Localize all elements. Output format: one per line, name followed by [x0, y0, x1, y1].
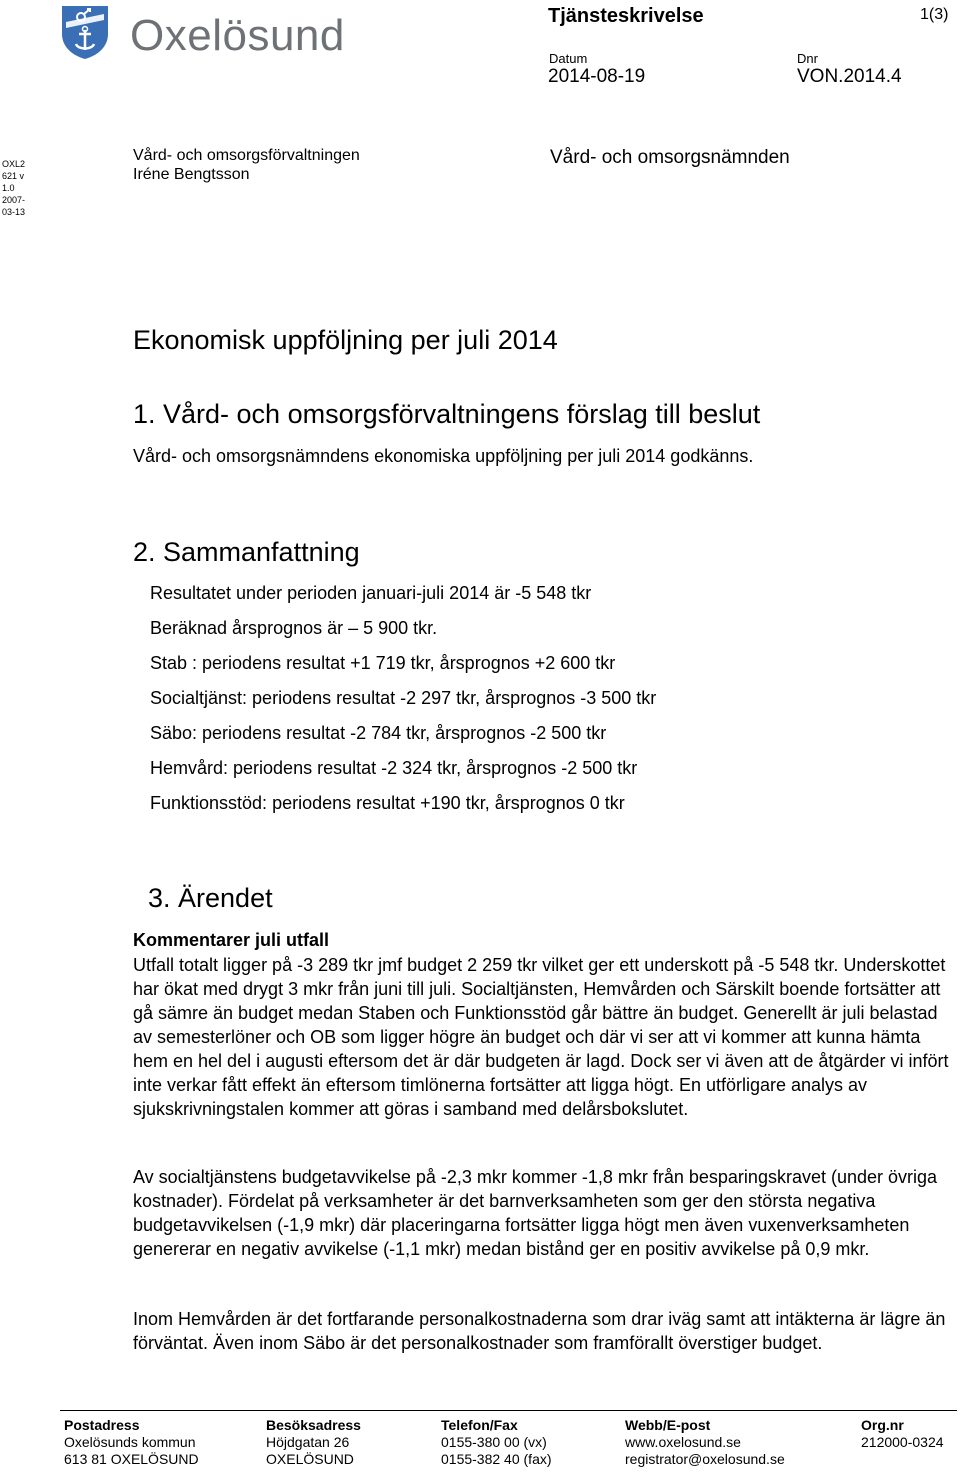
footer-email: registrator@oxelosund.se [625, 1451, 785, 1467]
footer-value: 0155-382 40 (fax) [441, 1451, 552, 1467]
sender-name: Iréne Bengtsson [133, 166, 250, 183]
page-number: 1(3) [920, 6, 949, 23]
summary-line: Säbo: periodens resultat -2 784 tkr, årsprognos -2 500 tkr [150, 723, 607, 743]
footer-label: Telefon/Fax [441, 1417, 518, 1433]
footer-divider [60, 1410, 957, 1411]
footer-label: Postadress [64, 1417, 140, 1433]
document-type: Tjänsteskrivelse [548, 5, 704, 27]
document-title: Ekonomisk uppföljning per juli 2014 [133, 325, 558, 355]
org-logo-text: Oxelösund [130, 11, 345, 60]
section-1-heading: 1. Vård- och omsorgsförvaltningens förslag till beslut [133, 399, 761, 429]
footer-value: Oxelösunds kommun [64, 1434, 196, 1450]
reference-value: VON.2014.4 [797, 66, 902, 87]
reference-label: Dnr [797, 51, 818, 66]
comments-subheading: Kommentarer juli utfall [133, 930, 330, 950]
decision-proposal: Vård- och omsorgsnämndens ekonomiska uppföljning per juli 2014 godkänns. [133, 446, 754, 466]
footer-value: 0155-380 00 (vx) [441, 1434, 547, 1450]
footer-website: www.oxelosund.se [625, 1434, 741, 1450]
paragraph: Av socialtjänstens budgetavvikelse på -2,3 mkr kommer -1,8 mkr från besparingskravet (under övriga kostnader). Fördelat på verksamheter är det barnverksamheten som ger den största negativa budgetavvikelsen (-1,9 mkr) där placeringarna fortsätter ligga högt men även vuxenverksamheten genererar en negativ avvikelse (-1,1 mkr) medan bistånd ger en positiv avvikelse på 0,9 mkr. [133, 1167, 938, 1259]
footer-phone [441, 1417, 552, 1468]
footer-org-number [861, 1417, 944, 1451]
recipient: Vård- och omsorgsnämnden [550, 147, 790, 168]
summary-line: Stab : periodens resultat +1 719 tkr, årsprognos +2 600 tkr [150, 653, 616, 673]
footer-value: OXELÖSUND [266, 1451, 354, 1467]
summary-line: Funktionsstöd: periodens resultat +190 tkr, årsprognos 0 tkr [150, 793, 625, 813]
summary-line: Resultatet under perioden januari-juli 2014 är -5 548 tkr [150, 583, 592, 603]
footer-web-email [625, 1417, 785, 1468]
footer-postal-address [64, 1417, 199, 1468]
date-value: 2014-08-19 [548, 66, 646, 87]
section-3-heading: 3. Ärendet [148, 883, 273, 913]
summary-line: Socialtjänst: periodens resultat -2 297 tkr, årsprognos -3 500 tkr [150, 688, 657, 708]
paragraph: Utfall totalt ligger på -3 289 tkr jmf budget 2 259 tkr vilket ger ett underskott på -5 548 tkr. Underskottet har ökat med drygt 3 mkr från juni till juli. Socialtjänsten, Hemvården och Särskilt boende fortsätter att gå sämre än budget medan Staben och Funktionsstöd går bättre än budget. Generellt är juli belastad av semesterlöner och OB som ligger högre än budget och där vi ser att vi kommer att kunna hämta hem en hel del i augusti eftersom det är där budgeten är lagd. Dock ser vi även att de åtgärder vi infört inte verkar fått effekt än eftersom timlönerna fortsätter att ligga högt. En utförligare analys av sjukskrivningstalen kommer att göras i samband med delårsbokslutet. [133, 955, 949, 1119]
summary-line: Hemvård: periodens resultat -2 324 tkr, årsprognos -2 500 tkr [150, 758, 638, 778]
date-label: Datum [549, 51, 588, 66]
footer-visiting-address [266, 1417, 361, 1468]
footer-value: 613 81 OXELÖSUND [64, 1451, 199, 1467]
paragraph: Inom Hemvården är det fortfarande personalkostnaderna som drar iväg samt att intäkterna är lägre än förväntat. Även inom Säbo är det personalkostnader som framförallt överstiger budget. [133, 1309, 946, 1353]
form-code: OXL2 621 v 1.0 2007-03-13 [2, 159, 26, 217]
section-2-heading: 2. Sammanfattning [133, 537, 360, 567]
footer-value: 212000-0324 [861, 1434, 944, 1450]
footer-value: Höjdgatan 26 [266, 1434, 350, 1450]
footer-label: Besöksadress [266, 1417, 361, 1433]
coat-of-arms-logo [60, 4, 110, 60]
sender-department: Vård- och omsorgsförvaltningen [133, 147, 360, 164]
summary-line: Beräknad årsprognos är – 5 900 tkr. [150, 618, 438, 638]
footer-label: Webb/E-post [625, 1417, 711, 1433]
footer-label: Org.nr [861, 1417, 904, 1433]
